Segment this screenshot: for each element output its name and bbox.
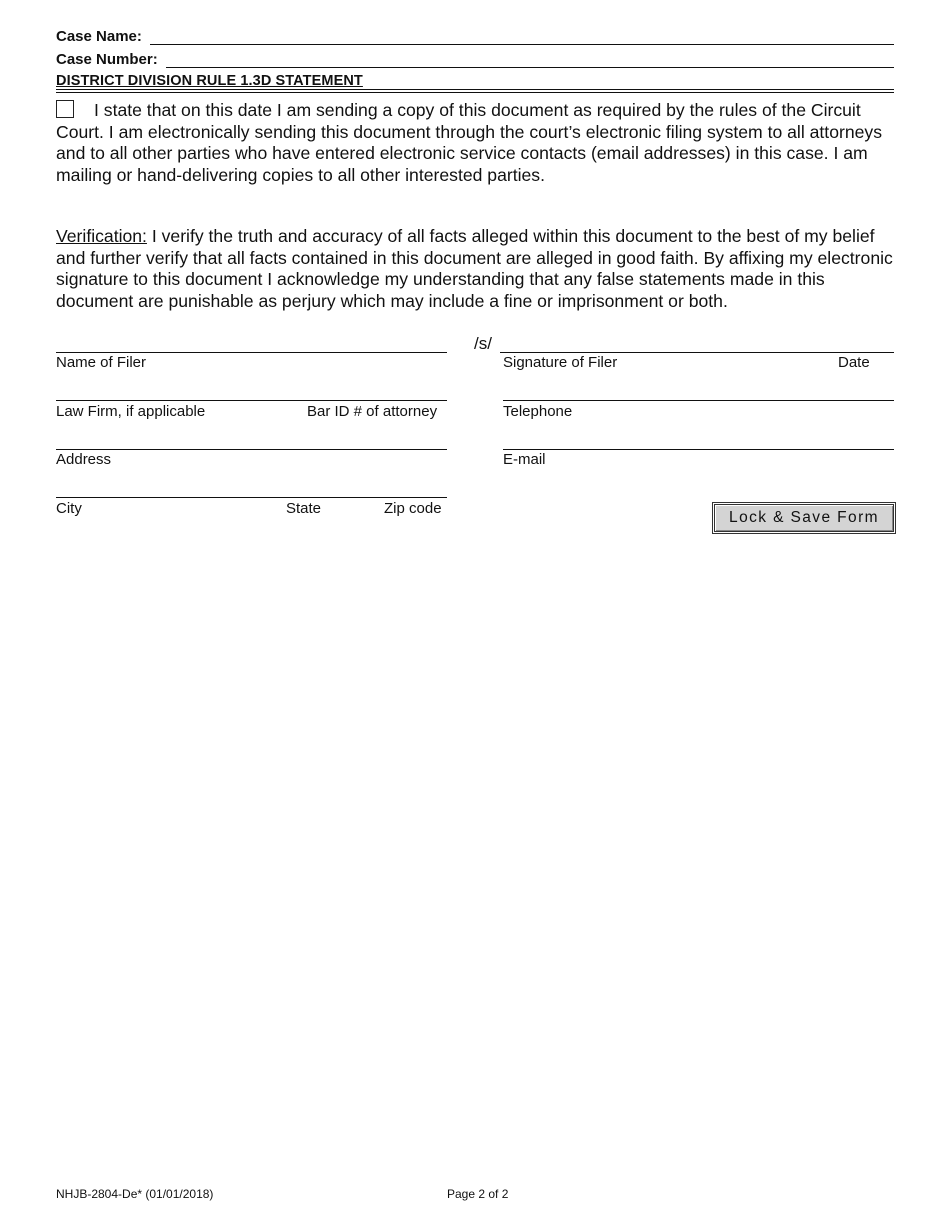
rule-title-divider xyxy=(56,89,894,93)
city-label: City xyxy=(56,500,82,517)
zip-code-label: Zip code xyxy=(384,500,442,517)
form-id: NHJB-2804-De* (01/01/2018) xyxy=(56,1187,214,1201)
telephone-field[interactable] xyxy=(503,400,894,401)
name-of-filer-label: Name of Filer xyxy=(56,354,147,371)
verification-paragraph xyxy=(56,226,896,312)
verification-text: I verify the truth and accuracy of all facts alleged within this document to the best of my belief and further verify that all facts contained in this document are alleged in good faith. By affixing my electronic signature to this document I acknowledge my understanding that any false statements made in this document are punishable as perjury which may include a fine or imprisonment or both. xyxy=(56,226,893,311)
telephone-label: Telephone xyxy=(503,403,573,420)
city-state-zip-field[interactable] xyxy=(56,497,447,498)
date-label: Date xyxy=(838,354,870,371)
verification-label: Verification: xyxy=(56,226,147,246)
address-field[interactable] xyxy=(56,449,447,450)
signature-of-filer-field[interactable] xyxy=(500,352,894,353)
case-name-field[interactable] xyxy=(150,44,894,45)
name-of-filer-field[interactable] xyxy=(56,352,447,353)
bar-id-label: Bar ID # of attorney xyxy=(307,403,438,420)
signature-prefix: /s/ xyxy=(474,334,492,353)
lock-save-form-button[interactable]: Lock & Save Form xyxy=(714,504,894,532)
law-firm-field[interactable] xyxy=(56,400,447,401)
case-number-label: Case Number: xyxy=(56,51,158,68)
email-label: E-mail xyxy=(503,451,546,468)
state-label: State xyxy=(286,500,322,517)
case-number-field[interactable] xyxy=(166,67,894,68)
address-label: Address xyxy=(56,451,112,468)
statement-text: I state that on this date I am sending a copy of this document as required by the rules of the Circuit Court. I am electronically sending this document through the court’s electronic filing system to all attorneys and to all other parties who have entered electronic service contacts (email addresses) in this case. I am mailing or hand-delivering copies to all other interested parties. xyxy=(56,100,883,185)
signature-of-filer-label: Signature of Filer xyxy=(503,354,618,371)
page-number: Page 2 of 2 xyxy=(447,1187,509,1201)
law-firm-label: Law Firm, if applicable xyxy=(56,403,206,420)
case-name-label: Case Name: xyxy=(56,28,142,45)
statement-checkbox[interactable] xyxy=(56,100,74,118)
statement-paragraph xyxy=(56,100,896,186)
email-field[interactable] xyxy=(503,449,894,450)
rule-title: DISTRICT DIVISION RULE 1.3D STATEMENT xyxy=(56,73,363,89)
